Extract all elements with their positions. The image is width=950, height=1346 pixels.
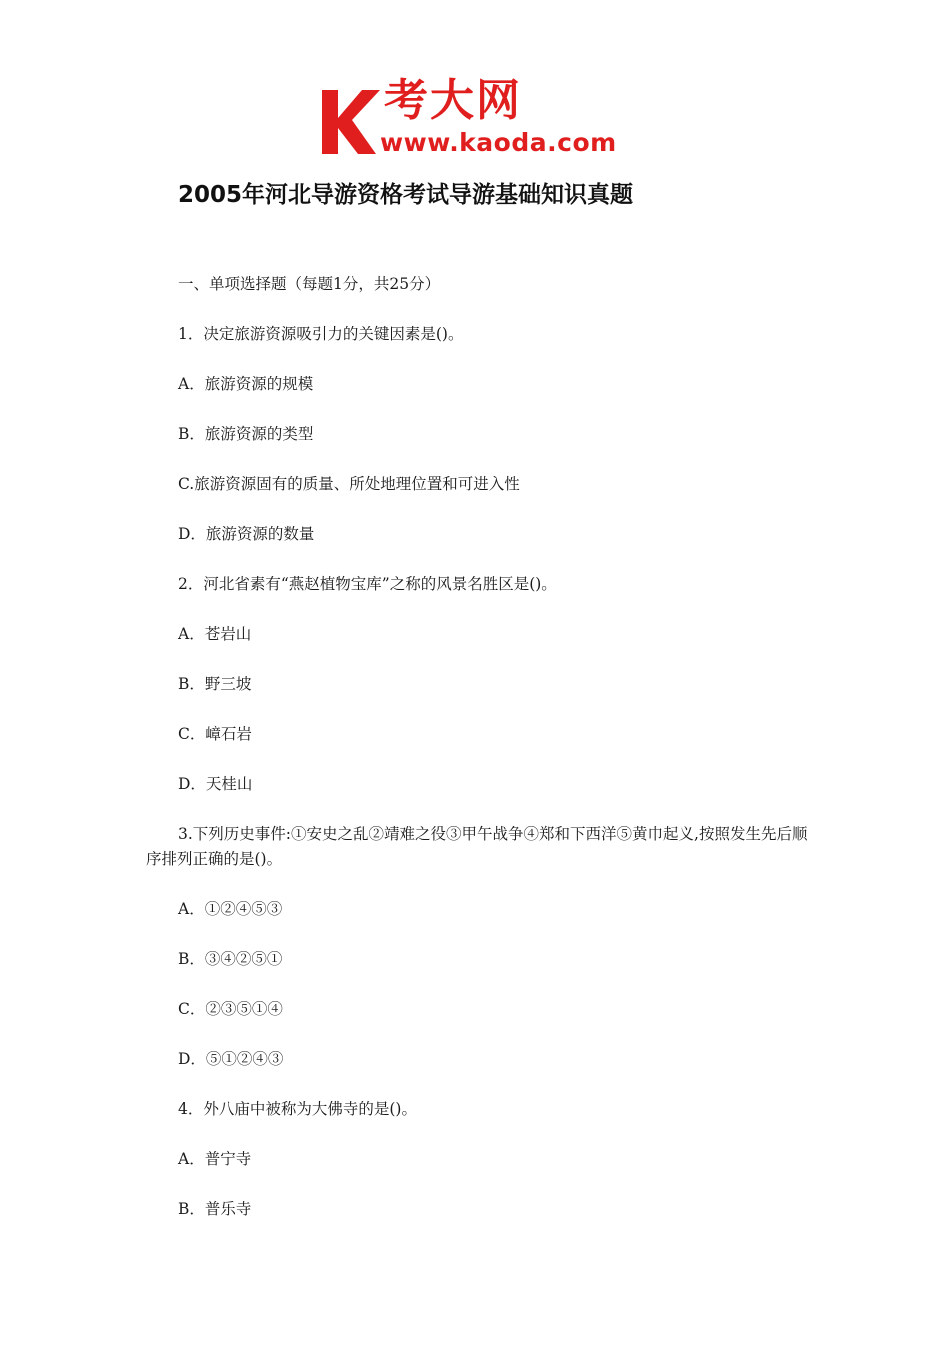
option-b: B．旅游资源的类型 xyxy=(178,425,314,443)
question-stem: 1．决定旅游资源吸引力的关键因素是()。 xyxy=(178,325,464,343)
option-a: A．苍岩山 xyxy=(178,625,252,643)
option-a: A．①②④⑤③ xyxy=(178,900,283,918)
option-c: C.旅游资源固有的质量、所处地理位置和可进入性 xyxy=(178,475,520,493)
option-c: C．嶂石岩 xyxy=(178,725,252,743)
option-d: D．天桂山 xyxy=(178,775,253,793)
option-a: A．旅游资源的规模 xyxy=(178,375,314,393)
question-stem: 3.下列历史事件:①安史之乱②靖难之役③甲午战争④郑和下西洋⑤黄巾起义,按照发生先后顺序排列正确的是()。 xyxy=(146,825,808,868)
option-b: B．③④②⑤① xyxy=(178,950,283,968)
option-d: D．⑤①②④③ xyxy=(178,1050,284,1068)
option-b: B．普乐寺 xyxy=(178,1200,252,1218)
question-stem: 4．外八庙中被称为大佛寺的是()。 xyxy=(178,1100,417,1118)
option-c: C．②③⑤①④ xyxy=(178,1000,283,1018)
kaoda-logo xyxy=(318,76,640,162)
logo-chinese-name: 考大网 xyxy=(384,75,522,126)
logo-url: www.kaoda.com xyxy=(380,128,617,157)
section-heading: 一、单项选择题（每题1分，共25分） xyxy=(178,275,441,293)
k-logo-mark-icon xyxy=(318,84,382,160)
option-b: B．野三坡 xyxy=(178,675,252,693)
option-a: A．普宁寺 xyxy=(178,1150,252,1168)
page-title: 2005年河北导游资格考试导游基础知识真题 xyxy=(178,182,634,208)
question-stem: 2．河北省素有“燕赵植物宝库”之称的风景名胜区是()。 xyxy=(178,575,557,593)
option-d: D．旅游资源的数量 xyxy=(178,525,315,543)
